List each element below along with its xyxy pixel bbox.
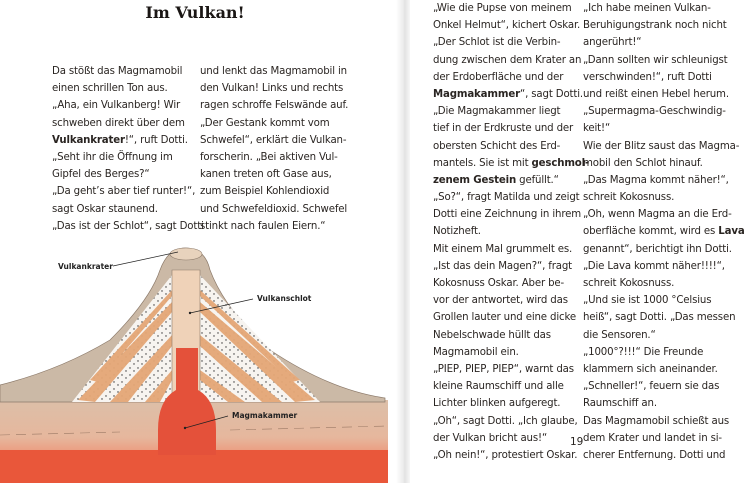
text-segment: „Oh“, sagt Dotti. „Ich glaube, <box>433 415 578 427</box>
text-line <box>433 275 589 292</box>
text-segment: Wie der Blitz saust das Magma- <box>583 140 740 152</box>
text-segment: “, sagt Dotti. <box>519 88 584 100</box>
svg-text:Magmakammer: Magmakammer <box>232 411 298 420</box>
text-line <box>52 201 204 218</box>
text-segment: gefüllt.“ <box>516 174 559 186</box>
text-segment: „Aha, ein Vulkanberg! Wir <box>52 100 181 112</box>
text-segment: „Das Magma kommt näher!“, <box>583 174 729 186</box>
text-line <box>433 258 589 275</box>
text-segment: Notizheft. <box>433 226 481 238</box>
text-line <box>583 206 745 223</box>
text-segment: die Sensoren.“ <box>583 329 656 341</box>
text-line <box>583 223 745 240</box>
text-line <box>433 0 589 17</box>
text-segment: klammern sich aneinander. <box>583 363 718 375</box>
text-line <box>583 327 745 344</box>
text-segment: Grollen lauter und eine dicke <box>433 312 576 324</box>
text-line <box>433 361 589 378</box>
bold-term: Lava <box>718 226 745 238</box>
text-line <box>433 241 589 258</box>
text-line <box>583 292 745 309</box>
text-segment: !“, ruft Dotti. <box>124 134 188 146</box>
text-line <box>583 120 745 137</box>
text-segment: schreit Kokosnuss. <box>583 278 675 289</box>
text-segment: „Seht ihr die Öffnung im <box>52 151 173 163</box>
text-segment: „Der Gestank kommt vom <box>200 117 330 129</box>
text-segment: tief in der Erdkruste und der <box>433 123 574 135</box>
text-segment: Gipfel des Berges?“ <box>52 169 150 181</box>
text-line <box>583 69 745 86</box>
text-line <box>52 183 204 200</box>
right-page <box>410 0 745 483</box>
text-segment: schweben direkt über dem <box>52 117 185 129</box>
text-line <box>583 344 745 361</box>
text-line <box>583 172 745 189</box>
text-segment: oberfläche kommt, wird es <box>583 226 719 238</box>
text-line <box>583 275 745 292</box>
bold-term: Magmakammer <box>433 88 520 100</box>
text-segment: zum Beispiel Kohlendioxid <box>200 186 330 198</box>
page-number: 19 <box>570 436 584 448</box>
text-line <box>200 80 348 97</box>
text-line <box>583 361 745 378</box>
text-segment: genannt“, berichtigt ihn Dotti. <box>583 243 732 255</box>
text-segment: Nebelschwade hüllt das <box>433 329 551 341</box>
text-line <box>583 189 745 206</box>
text-line <box>433 138 589 155</box>
text-line <box>52 80 204 97</box>
text-segment: „Da geht’s aber tief runter!“, <box>52 186 196 198</box>
text-segment: forscherin. „Bei aktiven Vul- <box>200 151 338 163</box>
text-line <box>583 395 745 412</box>
text-segment: Onkel Helmut“, kichert Oskar. <box>433 20 581 32</box>
text-segment: Da stößt das Magmamobil <box>52 66 183 77</box>
text-line <box>583 34 745 51</box>
text-line <box>433 189 589 206</box>
text-segment: „So?“, fragt Matilda und zeigt <box>433 192 580 204</box>
volcano-illustration <box>0 240 398 483</box>
text-segment: ragen schroffe Felswände auf. <box>200 100 349 112</box>
text-line <box>433 52 589 69</box>
text-segment: heiß“, sagt Dotti. „Das messen <box>583 312 736 324</box>
text-segment: und Schwefeldioxid. Schwefel <box>200 203 348 215</box>
text-line <box>200 218 348 235</box>
text-line <box>583 430 745 447</box>
text-segment: angerührt!“ <box>583 37 642 49</box>
text-segment: dem Krater und landet in si- <box>583 432 722 444</box>
text-segment: Mit einem Mal grummelt es. <box>433 243 573 255</box>
text-segment: Magmamobil ein. <box>433 346 519 358</box>
text-line <box>200 166 348 183</box>
bold-term: geschmol- <box>531 157 590 169</box>
text-segment: „Der Schlot ist die Verbin- <box>433 37 561 49</box>
text-segment: vor der antwortet, wird das <box>433 295 568 307</box>
text-line <box>433 103 589 120</box>
text-line <box>583 17 745 34</box>
text-segment: und lenkt das Magmamobil in <box>200 66 347 77</box>
text-segment: cherer Entfernung. Dotti und <box>583 449 726 461</box>
text-line <box>583 86 745 103</box>
bold-term: zenem Gestein <box>433 174 517 186</box>
text-line <box>200 63 348 80</box>
text-line <box>200 115 348 132</box>
text-line <box>583 0 745 17</box>
text-segment: „Und sie ist 1000 °Celsius <box>583 295 712 307</box>
text-line <box>52 218 204 235</box>
text-segment: kanen treten oft Gase aus, <box>200 169 332 181</box>
text-segment: „Dann sollten wir schleunigst <box>583 54 728 66</box>
text-column-1 <box>433 0 589 464</box>
text-segment: „Wie die Pupse von meinem <box>433 3 572 14</box>
text-line <box>433 69 589 86</box>
text-line <box>433 172 589 189</box>
text-line <box>583 447 745 464</box>
text-segment: „PIEP, PIEP, PIEP“, warnt das <box>433 363 574 375</box>
text-segment: der Vulkan bricht aus!“ <box>433 432 548 444</box>
text-line <box>583 309 745 326</box>
text-segment: keit!“ <box>583 123 611 135</box>
text-segment: schreit Kokosnuss. <box>583 192 675 204</box>
text-line <box>52 97 204 114</box>
text-line <box>200 183 348 200</box>
text-segment: „Supermagma-Geschwindig- <box>583 106 726 118</box>
text-segment: Raumschiff an. <box>583 398 657 410</box>
text-segment: sagt Oskar staunend. <box>52 203 158 215</box>
text-segment: mobil den Schlot hinauf. <box>583 157 703 169</box>
text-line <box>433 155 589 172</box>
text-segment: den Vulkan! Links und rechts <box>200 83 344 95</box>
text-line <box>583 378 745 395</box>
text-line <box>433 86 589 103</box>
text-line <box>583 138 745 155</box>
text-segment: „Die Lava kommt näher!!!!“, <box>583 260 725 272</box>
text-column-2 <box>583 0 745 464</box>
text-segment: mantels. Sie ist mit <box>433 157 532 169</box>
text-segment: Kokosnuss Oskar. Aber be- <box>433 278 565 289</box>
text-line <box>583 52 745 69</box>
text-line <box>583 241 745 258</box>
text-segment: Dotti eine Zeichnung in ihrem <box>433 209 582 221</box>
text-segment: der Erdoberfläche und der <box>433 71 564 83</box>
text-segment: „Die Magmakammer liegt <box>433 106 561 118</box>
svg-text:Vulkankrater: Vulkankrater <box>58 262 113 271</box>
text-line <box>433 292 589 309</box>
text-line <box>433 378 589 395</box>
text-segment: dung zwischen dem Krater an <box>433 54 582 66</box>
text-line <box>52 149 204 166</box>
text-line <box>583 258 745 275</box>
text-segment: und reißt einen Hebel herum. <box>583 88 729 100</box>
text-line <box>433 413 589 430</box>
text-segment: Das Magmamobil schießt aus <box>583 415 730 427</box>
text-line <box>433 120 589 137</box>
text-segment: Schwefel“, erklärt die Vulkan- <box>200 134 347 146</box>
text-segment: „1000°?!!!“ Die Freunde <box>583 346 704 358</box>
text-segment: Beruhigungstrank noch nicht <box>583 20 727 32</box>
text-line <box>200 149 348 166</box>
text-segment: „Ist das dein Magen?“, fragt <box>433 260 573 272</box>
text-line <box>200 201 348 218</box>
text-segment: „Oh nein!“, protestiert Oskar. <box>433 449 578 461</box>
text-line <box>583 103 745 120</box>
chapter-title: Im Vulkan! <box>145 3 245 22</box>
text-line <box>433 395 589 412</box>
text-line <box>433 309 589 326</box>
text-line <box>433 17 589 34</box>
text-line <box>200 132 348 149</box>
text-line <box>433 447 589 464</box>
text-line <box>433 223 589 240</box>
text-segment: verschwinden!“, ruft Dotti <box>583 71 712 83</box>
text-column-1 <box>52 63 204 235</box>
text-line <box>433 430 589 447</box>
text-line <box>433 206 589 223</box>
text-line <box>52 166 204 183</box>
text-line <box>433 327 589 344</box>
text-line <box>200 97 348 114</box>
label-vulkankrater <box>58 252 178 271</box>
text-segment: einen schrillen Ton aus. <box>52 83 168 95</box>
text-segment: „Schneller!“, feuern sie das <box>583 381 720 393</box>
text-line <box>52 132 204 149</box>
text-line <box>583 413 745 430</box>
bold-term: Vulkankrater <box>52 134 125 146</box>
text-line <box>433 344 589 361</box>
text-line <box>583 155 745 172</box>
text-line <box>52 63 204 80</box>
text-segment: Lichter blinken aufgeregt. <box>433 398 561 410</box>
text-column-2 <box>200 63 348 235</box>
text-segment: stinkt nach faulen Eiern.“ <box>200 220 326 232</box>
text-segment: „Das ist der Schlot“, sagt Dotti <box>52 220 204 232</box>
text-line <box>52 115 204 132</box>
text-segment: „Oh, wenn Magma an die Erd- <box>583 209 732 221</box>
text-segment: obersten Schicht des Erd- <box>433 140 561 152</box>
text-segment: kleine Raumschiff und alle <box>433 381 564 393</box>
text-segment: „Ich habe meinen Vulkan- <box>583 3 711 14</box>
text-line <box>433 34 589 51</box>
svg-text:Vulkanschlot: Vulkanschlot <box>257 294 312 303</box>
